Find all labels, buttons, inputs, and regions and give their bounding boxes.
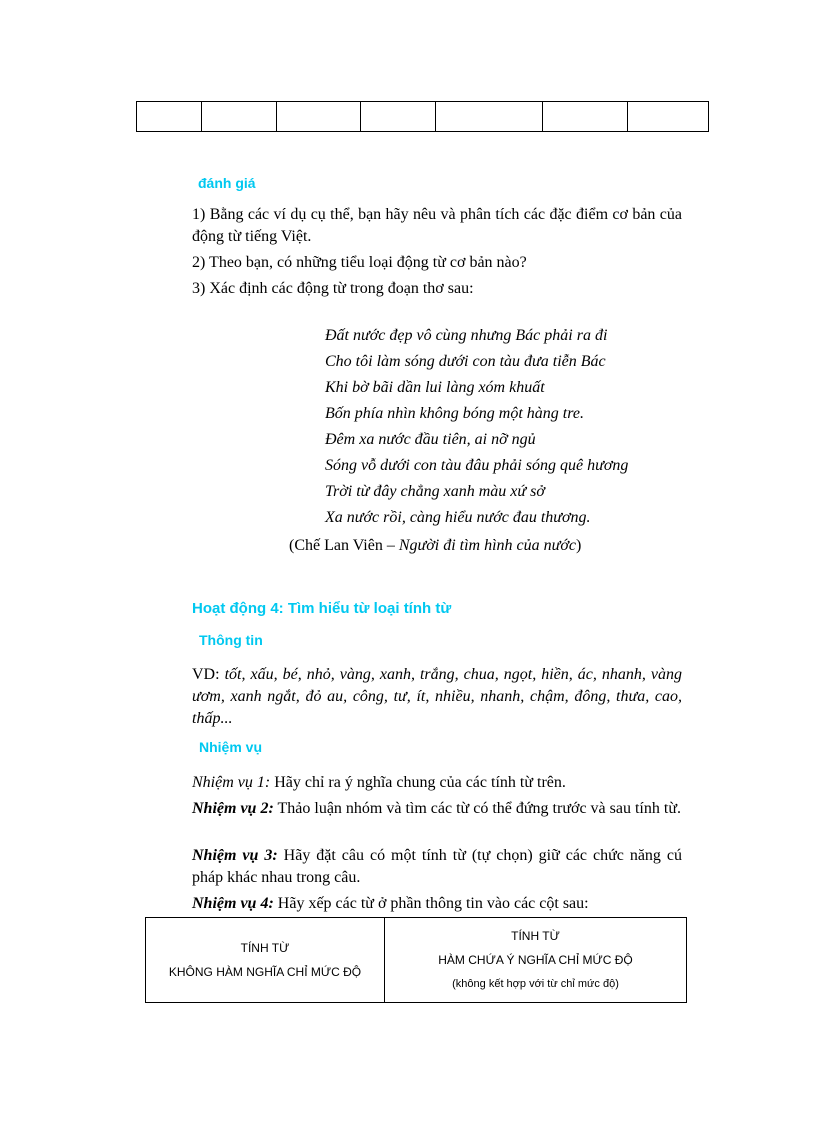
poem-line: Xa nước rồi, càng hiểu nước đau thương.	[325, 509, 591, 526]
question-2: 2) Theo bạn, có những tiểu loại động từ cơ bản nào?	[192, 254, 527, 271]
task-3: Nhiệm vụ 3: Hãy đặt câu có một tính từ (tự chọn) giữ các chức năng cú pháp khác nhau trong câu.	[192, 847, 682, 886]
poem-citation: (Chế Lan Viên – Người đi tìm hình của nước)	[289, 537, 582, 554]
table-cell	[436, 102, 543, 132]
top-table	[136, 101, 709, 132]
poem-line: Đêm xa nước đầu tiên, ai nỡ ngủ	[325, 431, 536, 448]
table-cell	[277, 102, 361, 132]
table-row	[146, 918, 687, 1003]
table-cell	[628, 102, 709, 132]
table-cell	[137, 102, 202, 132]
table-row	[137, 102, 709, 132]
adjective-table	[145, 917, 687, 1003]
question-1: 1) Bằng các ví dụ cụ thể, bạn hãy nêu và phân tích các đặc điểm cơ bản của động từ tiếng Việt.	[192, 206, 682, 245]
assessment-heading: đánh giá	[198, 175, 256, 191]
citation-title: Người đi tìm hình của nước	[398, 537, 577, 554]
example-paragraph: VD: tốt, xấu, bé, nhỏ, vàng, xanh, trắng, chua, ngọt, hiền, ác, nhanh, vàng ươm, xanh ngắt, đỏ au, công, tư, ít, nhiều, nhanh, chậm, đông, thưa, cao, thấp...	[192, 666, 683, 727]
question-3: 3) Xác định các động từ trong đoạn thơ sau:	[192, 280, 474, 297]
poem-line: Cho tôi làm sóng dưới con tàu đưa tiễn Bác	[325, 353, 606, 370]
table-cell	[543, 102, 628, 132]
table-cell	[361, 102, 436, 132]
poem-line: Đất nước đẹp vô cùng nhưng Bác phải ra đi	[325, 327, 608, 344]
poem-line: Khi bờ bãi dần lui làng xóm khuất	[325, 379, 545, 396]
table-header-degree: TÍNH TỪ HÀM CHỨA Ý NGHĨA CHỈ MỨC ĐỘ (không kết hợp với từ chỉ mức độ)	[385, 918, 687, 1003]
table-cell	[202, 102, 277, 132]
tasks-heading: Nhiệm vụ	[199, 739, 263, 755]
poem-line: Trời từ đây chẳng xanh màu xứ sở	[325, 483, 545, 500]
poem	[325, 323, 628, 531]
table-header-non-degree: TÍNH TỪ KHÔNG HÀM NGHĨA CHỈ MỨC ĐỘ	[146, 918, 385, 1003]
poem-line: Sóng vỗ dưới con tàu đâu phải sóng quê hương	[325, 457, 629, 474]
task-4: Nhiệm vụ 4: Hãy xếp các từ ở phần thông tin vào các cột sau:	[192, 895, 589, 912]
poem-line: Bốn phía nhìn không bóng một hàng tre.	[325, 405, 584, 422]
info-heading: Thông tin	[199, 632, 263, 648]
example-words: tốt, xấu, bé, nhỏ, vàng, xanh, trắng, chua, ngọt, hiền, ác, nhanh, vàng ươm, xanh ngắt, đỏ au, công, tư, ít, nhiều, nhanh, chậm, đông, thưa, cao, thấp...	[192, 666, 683, 727]
activity-heading: Hoạt động 4: Tìm hiểu từ loại tính từ	[192, 600, 452, 617]
task-2: Nhiệm vụ 2: Thảo luận nhóm và tìm các từ có thể đứng trước và sau tính từ.	[192, 800, 681, 817]
task-1: Nhiệm vụ 1: Hãy chỉ ra ý nghĩa chung của các tính từ trên.	[192, 774, 566, 791]
